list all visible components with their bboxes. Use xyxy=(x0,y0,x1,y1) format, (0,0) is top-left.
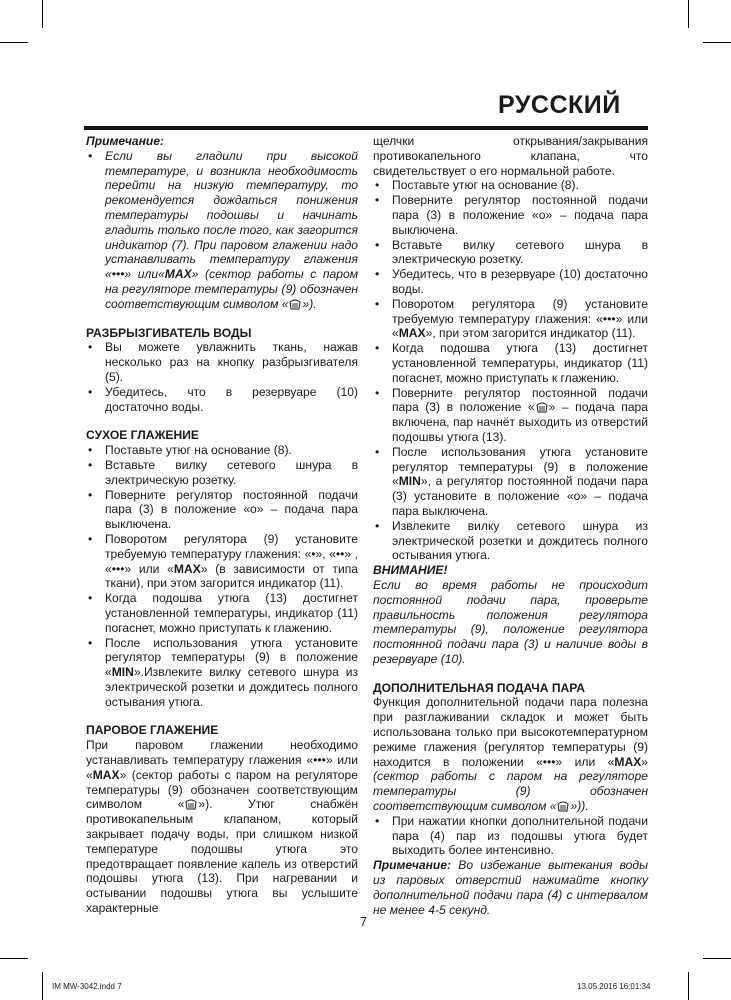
list-item: • Вставьте вилку сетевого шнура в электрическую розетку. xyxy=(86,458,358,488)
list-item: • Поверните регулятор постоянной подачи пара (3) в положение « » – подача пара включена, пар начнёт выходить из отверстий подошвы утюга (13). xyxy=(373,386,648,445)
list-item: • Когда подошва утюга (13) достигнет установленной температуры, индикатор (11) погаснет, можно приступать к глажению. xyxy=(373,341,648,385)
list-item: • Поставьте утюг на основание (8). xyxy=(373,178,648,193)
list-item: • Поворотом регулятора (9) установите требуемую температуру глажения: «•», «••» , «•••» или «MAX» (в зависимости от типа ткани), при этом загорится индикатор (11). xyxy=(86,532,358,591)
list-item: • Поставьте утюг на основание (8). xyxy=(86,443,358,458)
list-item: • Поверните регулятор постоянной подачи пара (3) в положение «o» – подача пара выключена. xyxy=(86,488,358,532)
final-note: Примечание: Во избежание вытекания воды из паровых отверстий нажимайте кнопку дополнительной подачи пара (4) с интервалом не менее 4-5 секунд. xyxy=(373,858,648,917)
steam-symbol-icon xyxy=(288,297,302,310)
crop-mark xyxy=(42,972,43,1000)
burst-paragraph: Функция дополнительной подачи пара полезна при разглаживании складок и может быть использована только при высокотемпературном режиме глажения (регулятор температуры (9) находится в положении «•••» или «MAX» (сектор работы с паром на регуляторе температуры (9) обозначен соответствующим символом « »)). xyxy=(373,695,648,814)
burst-list xyxy=(373,814,648,858)
spray-list xyxy=(86,340,358,414)
note-label: Примечание: xyxy=(86,134,165,148)
crop-mark xyxy=(688,972,689,1000)
list-item: • Вы можете увлажнить ткань, нажав несколько раз на кнопку разбрызгивателя (5). xyxy=(86,340,358,384)
steam-symbol-icon xyxy=(556,799,570,812)
list-item: • Убедитесь, что в резервуаре (10) достаточно воды. xyxy=(86,385,358,415)
continued-paragraph: щелчки открывания/закрывания противокапельного клапана, что свидетельствует о его нормальной работе. xyxy=(373,134,648,178)
right-column xyxy=(373,134,648,917)
crop-mark xyxy=(688,0,689,28)
steam-paragraph: При паровом глажении необходимо устанавливать температуру глажения «•••» или «MAX» (сектор работы с паром на регуляторе температуры (9) обозначен соответствующим символом « »). Утюг снабжён противокапельным клапаном, который закрывает подачу воды, при слишком низкой температуре подошвы утюга это предотвращает появление капель из отверстий подошвы утюга (13). При нагревании и остывании подошвы утюга вы услышите характерные xyxy=(86,738,359,916)
section-title-dry: СУХОЕ ГЛАЖЕНИЕ xyxy=(86,428,199,443)
list-item: • После использования утюга установите регулятор температуры (9) в положение «MIN», а регулятор постоянной подачи пара (3) установите в положение «o» – подача пара выключена. xyxy=(373,445,648,519)
footer-datetime: 13.05.2016 16:01:34 xyxy=(577,982,651,991)
crop-mark xyxy=(42,0,43,28)
header-rule xyxy=(84,126,648,130)
steam-symbol-icon xyxy=(184,797,198,810)
language-heading: РУССКИЙ xyxy=(498,91,621,119)
dry-list xyxy=(86,443,358,709)
note-list xyxy=(86,149,358,312)
left-column xyxy=(86,134,358,916)
list-item: • Когда подошва утюга (13) достигнет установленной температуры, индикатор (11) погаснет, можно приступать к глажению. xyxy=(86,591,358,635)
list-item: • Если вы гладили при высокой температуре, и возникла необходимость перейти на низкую температуру, то рекомендуется дождаться понижения температуры подошвы и начинать гладить только после того, как загорится индикатор (7). При паровом глажении надо устанавливать температуру глажения «•••» или«MAX» (сектор работы с паром на регуляторе температуры (9) обозначен соответствующим символом « »). xyxy=(86,149,358,312)
list-item: • Поворотом регулятора (9) установите требуемую температуру глажения: «•••» или «MAX», при этом загорится индикатор (11). xyxy=(373,297,648,341)
list-item: • Убедитесь, что в резервуаре (10) достаточно воды. xyxy=(373,267,648,297)
list-item: • Поверните регулятор постоянной подачи пара (3) в положение «o» – подача пара выключена. xyxy=(373,193,648,237)
list-item: • Вставьте вилку сетевого шнура в электрическую розетку. xyxy=(373,238,648,268)
page-number: 7 xyxy=(360,915,367,929)
crop-mark xyxy=(703,42,731,43)
steam-steps-list xyxy=(373,178,648,563)
crop-mark xyxy=(703,958,731,959)
section-title-steam: ПАРОВОЕ ГЛАЖЕНИЕ xyxy=(86,723,219,738)
list-item: • При нажатии кнопки дополнительной подачи пара (4) пар из подошвы утюга будет выходить более интенсивно. xyxy=(373,814,648,858)
list-item: • После использования утюга установите регулятор температуры (9) в положение «MIN».Извлеките вилку сетевого шнура из электрической розетки и дождитесь полного остывания утюга. xyxy=(86,636,358,710)
steam-symbol-icon xyxy=(535,400,549,413)
warning-text: Если во время работы не происходит постоянной подачи пара, проверьте правильность положения регулятора температуры (9), положение регулятора постоянной подачи пара (3) и наличие воды в резервуаре (10). xyxy=(373,577,648,666)
list-item: • Извлеките вилку сетевого шнура из электрической розетки и дождитесь полного остывания утюга. xyxy=(373,519,648,563)
crop-mark xyxy=(0,42,28,43)
section-title-burst: ДОПОЛНИТЕЛЬНАЯ ПОДАЧА ПАРА xyxy=(373,680,586,695)
section-title-spray: РАЗБРЫЗГИВАТЕЛЬ ВОДЫ xyxy=(86,325,252,340)
warning-label: ВНИМАНИЕ! xyxy=(373,563,448,578)
footer-file: IM MW-3042.indd 7 xyxy=(52,982,122,991)
crop-mark xyxy=(0,958,28,959)
